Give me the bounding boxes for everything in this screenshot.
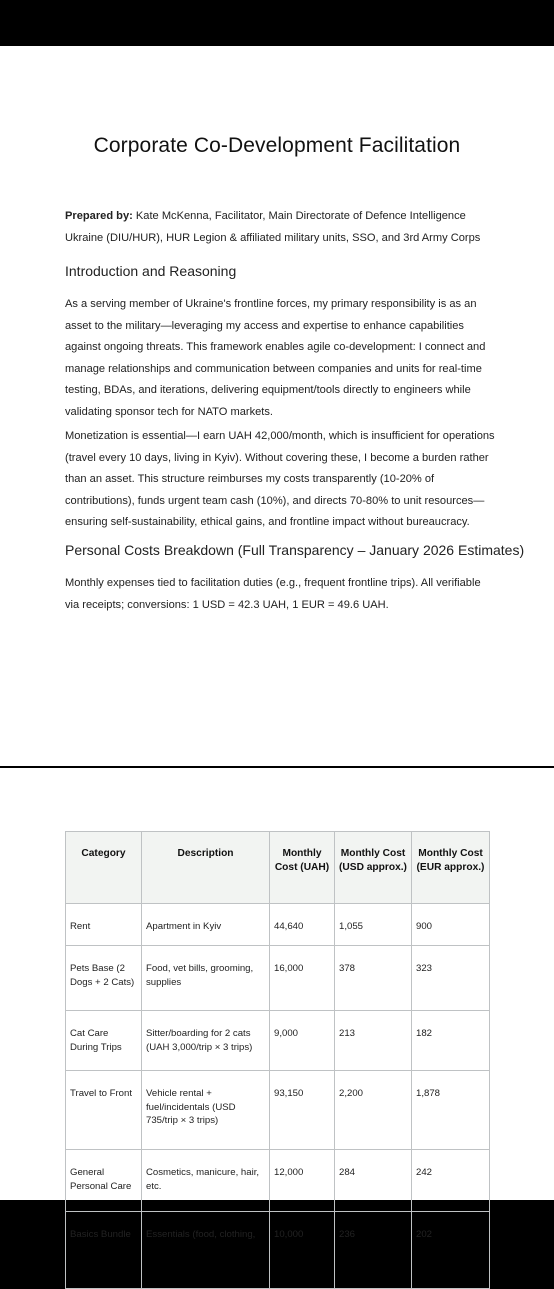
intro-paragraph-1: As a serving member of Ukraine's frontline forces, my primary responsibility is as an asset to the military—leveraging my access and expertise to enhance capabilities against ongoing threats. This framework enables agile co-development: I connect and manage relationships and communication between companies and units for real-time testing, BDAs, and iterations, delivering equipment/tools directly to engineers while validating sponsor tech for NATO markets. [65, 298, 486, 418]
cell-uah: 12,000 [270, 1150, 335, 1212]
cell-eur: 323 [412, 946, 490, 1011]
cell-eur: 1,878 [412, 1071, 490, 1150]
table-row [66, 904, 490, 946]
cell-eur: 182 [412, 1011, 490, 1071]
table-row [66, 1071, 490, 1150]
cell-eur: 242 [412, 1150, 490, 1212]
cell-usd: 236 [335, 1212, 412, 1289]
header-cost-usd: Monthly Cost (USD approx.) [335, 832, 412, 904]
cell-uah: 10,000 [270, 1212, 335, 1289]
cell-usd: 378 [335, 946, 412, 1011]
cell-category: Basics Bundle [66, 1212, 142, 1289]
header-cost-uah: Monthly Cost (UAH) [270, 832, 335, 904]
table-row [66, 946, 490, 1011]
cell-eur: 202 [412, 1212, 490, 1289]
cell-usd: 284 [335, 1150, 412, 1212]
prepared-by-label: Prepared by: [65, 210, 133, 222]
cell-usd: 2,200 [335, 1071, 412, 1150]
cell-description: Sitter/boarding for 2 cats (UAH 3,000/trip × 3 trips) [142, 1011, 270, 1071]
prepared-by-text: Kate McKenna, Facilitator, Main Directorate of Defence Intelligence Ukraine (DIU/HUR), HUR Legion & affiliated military units, SSO, and 3rd Army Corps [65, 210, 481, 244]
cell-description: Cosmetics, manicure, hair, etc. [142, 1150, 270, 1212]
cell-uah: 93,150 [270, 1071, 335, 1150]
costs-heading: Personal Costs Breakdown (Full Transparency – January 2026 Estimates) [65, 542, 525, 558]
cell-description: Food, vet bills, grooming, supplies [142, 946, 270, 1011]
table-row [66, 1150, 490, 1212]
header-cost-eur: Monthly Cost (EUR approx.) [412, 832, 490, 904]
cell-usd: 213 [335, 1011, 412, 1071]
cell-uah: 44,640 [270, 904, 335, 946]
cell-uah: 9,000 [270, 1011, 335, 1071]
cell-category: Cat Care During Trips [66, 1011, 142, 1071]
intro-heading: Introduction and Reasoning [65, 263, 237, 279]
cell-description: Vehicle rental + fuel/incidentals (USD 735/trip × 3 trips) [142, 1071, 270, 1150]
costs-paragraph: Monthly expenses tied to facilitation duties (e.g., frequent frontline trips). All verifiable via receipts; conversions: 1 USD = 42.3 UAH, 1 EUR = 49.6 UAH. [65, 577, 481, 611]
document-page-1 [0, 46, 554, 766]
cell-category: General Personal Care [66, 1150, 142, 1212]
cell-uah: 16,000 [270, 946, 335, 1011]
table-row [66, 1212, 490, 1289]
header-category: Category [66, 832, 142, 904]
cell-category: Pets Base (2 Dogs + 2 Cats) [66, 946, 142, 1011]
cell-category: Rent [66, 904, 142, 946]
cell-eur: 900 [412, 904, 490, 946]
table-row [66, 1011, 490, 1071]
table-header-row [66, 832, 490, 904]
prepared-by [65, 206, 495, 249]
cell-description: Essentials (food, clothing, [142, 1212, 270, 1289]
header-description: Description [142, 832, 270, 904]
document-page-2 [0, 768, 554, 1240]
document-title: Corporate Co-Development Facilitation [93, 134, 461, 157]
cell-category: Travel to Front [66, 1071, 142, 1150]
intro-paragraph-2: Monetization is essential—I earn UAH 42,000/month, which is insufficient for operations (travel every 10 days, living in Kyiv). Without covering these, I become a burden rather than an asset. This structure reimburses my costs transparently (10-20% of contributions), funds urgent team cash (10%), and directs 70-80% to unit resources—ensuring self-sustainability, ethical gains, and frontline impact without bureaucracy. [65, 430, 495, 528]
cell-description: Apartment in Kyiv [142, 904, 270, 946]
costs-table [65, 831, 490, 1289]
cell-usd: 1,055 [335, 904, 412, 946]
